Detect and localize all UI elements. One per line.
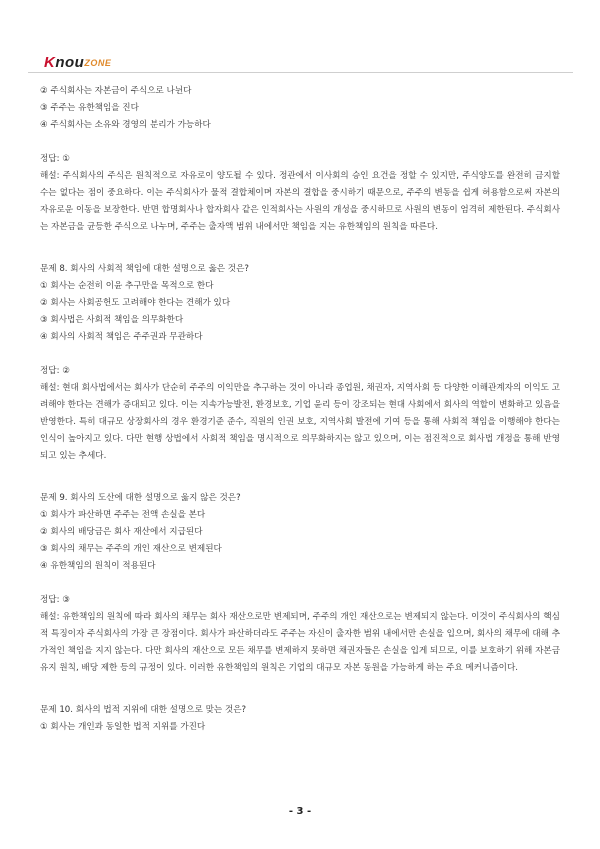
page-content bbox=[40, 83, 560, 736]
option-item: ③ 회사법은 사회적 책임을 의무화한다 bbox=[40, 315, 184, 325]
knouzone-logo: KnouZONE bbox=[44, 54, 112, 71]
question-title: 문제 10. 회사의 법적 지위에 대한 설명으로 맞는 것은? bbox=[40, 705, 247, 715]
explanation-paragraph: 해설: 주식회사의 주식은 원칙적으로 자유로이 양도될 수 있다. 정관에서 이사회의 승인 요건을 정할 수 있지만, 주식양도를 완전히 금지할 수는 없다는 점이 중요하다. 이는 주식회사가 물적 결합체이며 자본의 결합을 중시하기 때문으로, 주주의 변동을 쉽게 허용함으로써 자본의 자유로운 이동을 보장한다. 반면 합명회사나 합자회사 같은 인적회사는 사원의 개성을 중시하므로 사원의 변동이 엄격히 제한된다. 주식회사는 자본금을 균등한 주식으로 나누며, 주주는 출자액 범위 내에서만 책임을 지는 유한책임의 원칙을 따른다. bbox=[40, 171, 560, 232]
option-item: ② 회사의 배당금은 회사 재산에서 지급된다 bbox=[40, 527, 203, 537]
q7-options bbox=[40, 83, 560, 134]
question-title: 문제 8. 회사의 사회적 책임에 대한 설명으로 옳은 것은? bbox=[40, 264, 249, 274]
answer-line: 정답: ① bbox=[40, 154, 70, 164]
page-number: - 3 - bbox=[288, 806, 312, 817]
question-title: 문제 9. 회사의 도산에 대한 설명으로 옳지 않은 것은? bbox=[40, 493, 241, 503]
option-item: ① 회사는 순전히 이윤 추구만을 목적으로 한다 bbox=[40, 281, 214, 291]
answer-line: 정답: ② bbox=[40, 366, 70, 376]
answer-line: 정답: ③ bbox=[40, 595, 70, 605]
option-item: ③ 주주는 유한책임을 진다 bbox=[40, 103, 139, 113]
option-item: ① 회사는 개인과 동일한 법적 지위를 가진다 bbox=[40, 722, 206, 732]
option-item: ② 주식회사는 자본금이 주식으로 나뉜다 bbox=[40, 86, 192, 96]
explanation-paragraph: 해설: 유한책임의 원칙에 따라 회사의 채무는 회사 재산으로만 변제되며, 주주의 개인 재산으로는 변제되지 않는다. 이것이 주식회사의 핵심적 특징이자 주식회사의 가장 큰 장점이다. 회사가 파산하더라도 주주는 자신이 출자한 범위 내에서만 손실을 입으며, 회사의 채무에 대해 추가적인 책임을 지지 않는다. 다만 회사의 재산으로 모든 채무를 변제하지 못하면 채권자들은 손실을 입게 되므로, 이를 보호하기 위해 자본금 유지 원칙, 배당 제한 등의 규정이 있다. 이러한 유한책임의 원칙은 기업의 대규모 자본 동원을 가능하게 하는 주요 메커니즘이다. bbox=[40, 612, 560, 673]
header-rule bbox=[28, 72, 573, 73]
explanation-paragraph: 해설: 현대 회사법에서는 회사가 단순히 주주의 이익만을 추구하는 것이 아니라 종업원, 채권자, 지역사회 등 다양한 이해관계자의 이익도 고려해야 한다는 견해가 증대되고 있다. 이는 지속가능발전, 환경보호, 기업 윤리 등이 강조되는 현대 사회에서 회사의 역할이 변화하고 있음을 반영한다. 특히 대규모 상장회사의 경우 환경기준 준수, 직원의 인권 보호, 지역사회 발전에 기여 등을 통해 사회적 책임을 이행해야 한다는 인식이 높아지고 있다. 다만 현행 상법에서 사회적 책임을 명시적으로 의무화하지는 않고 있으며, 이는 점진적으로 회사법 개정을 통해 반영되고 있는 추세다. bbox=[40, 383, 560, 461]
page-header bbox=[28, 52, 573, 74]
q10-options bbox=[40, 719, 560, 736]
q8-options bbox=[40, 278, 560, 346]
option-item: ③ 회사의 채무는 주주의 개인 재산으로 변제된다 bbox=[40, 544, 222, 554]
option-item: ② 회사는 사회공헌도 고려해야 한다는 견해가 있다 bbox=[40, 298, 231, 308]
option-item: ④ 유한책임의 원칙이 적용된다 bbox=[40, 561, 156, 571]
q9-options bbox=[40, 507, 560, 575]
option-item: ① 회사가 파산하면 주주는 전액 손실을 본다 bbox=[40, 510, 206, 520]
option-item: ④ 회사의 사회적 책임은 주주권과 무관하다 bbox=[40, 332, 203, 342]
option-item: ④ 주식회사는 소유와 경영의 분리가 가능하다 bbox=[40, 120, 211, 130]
